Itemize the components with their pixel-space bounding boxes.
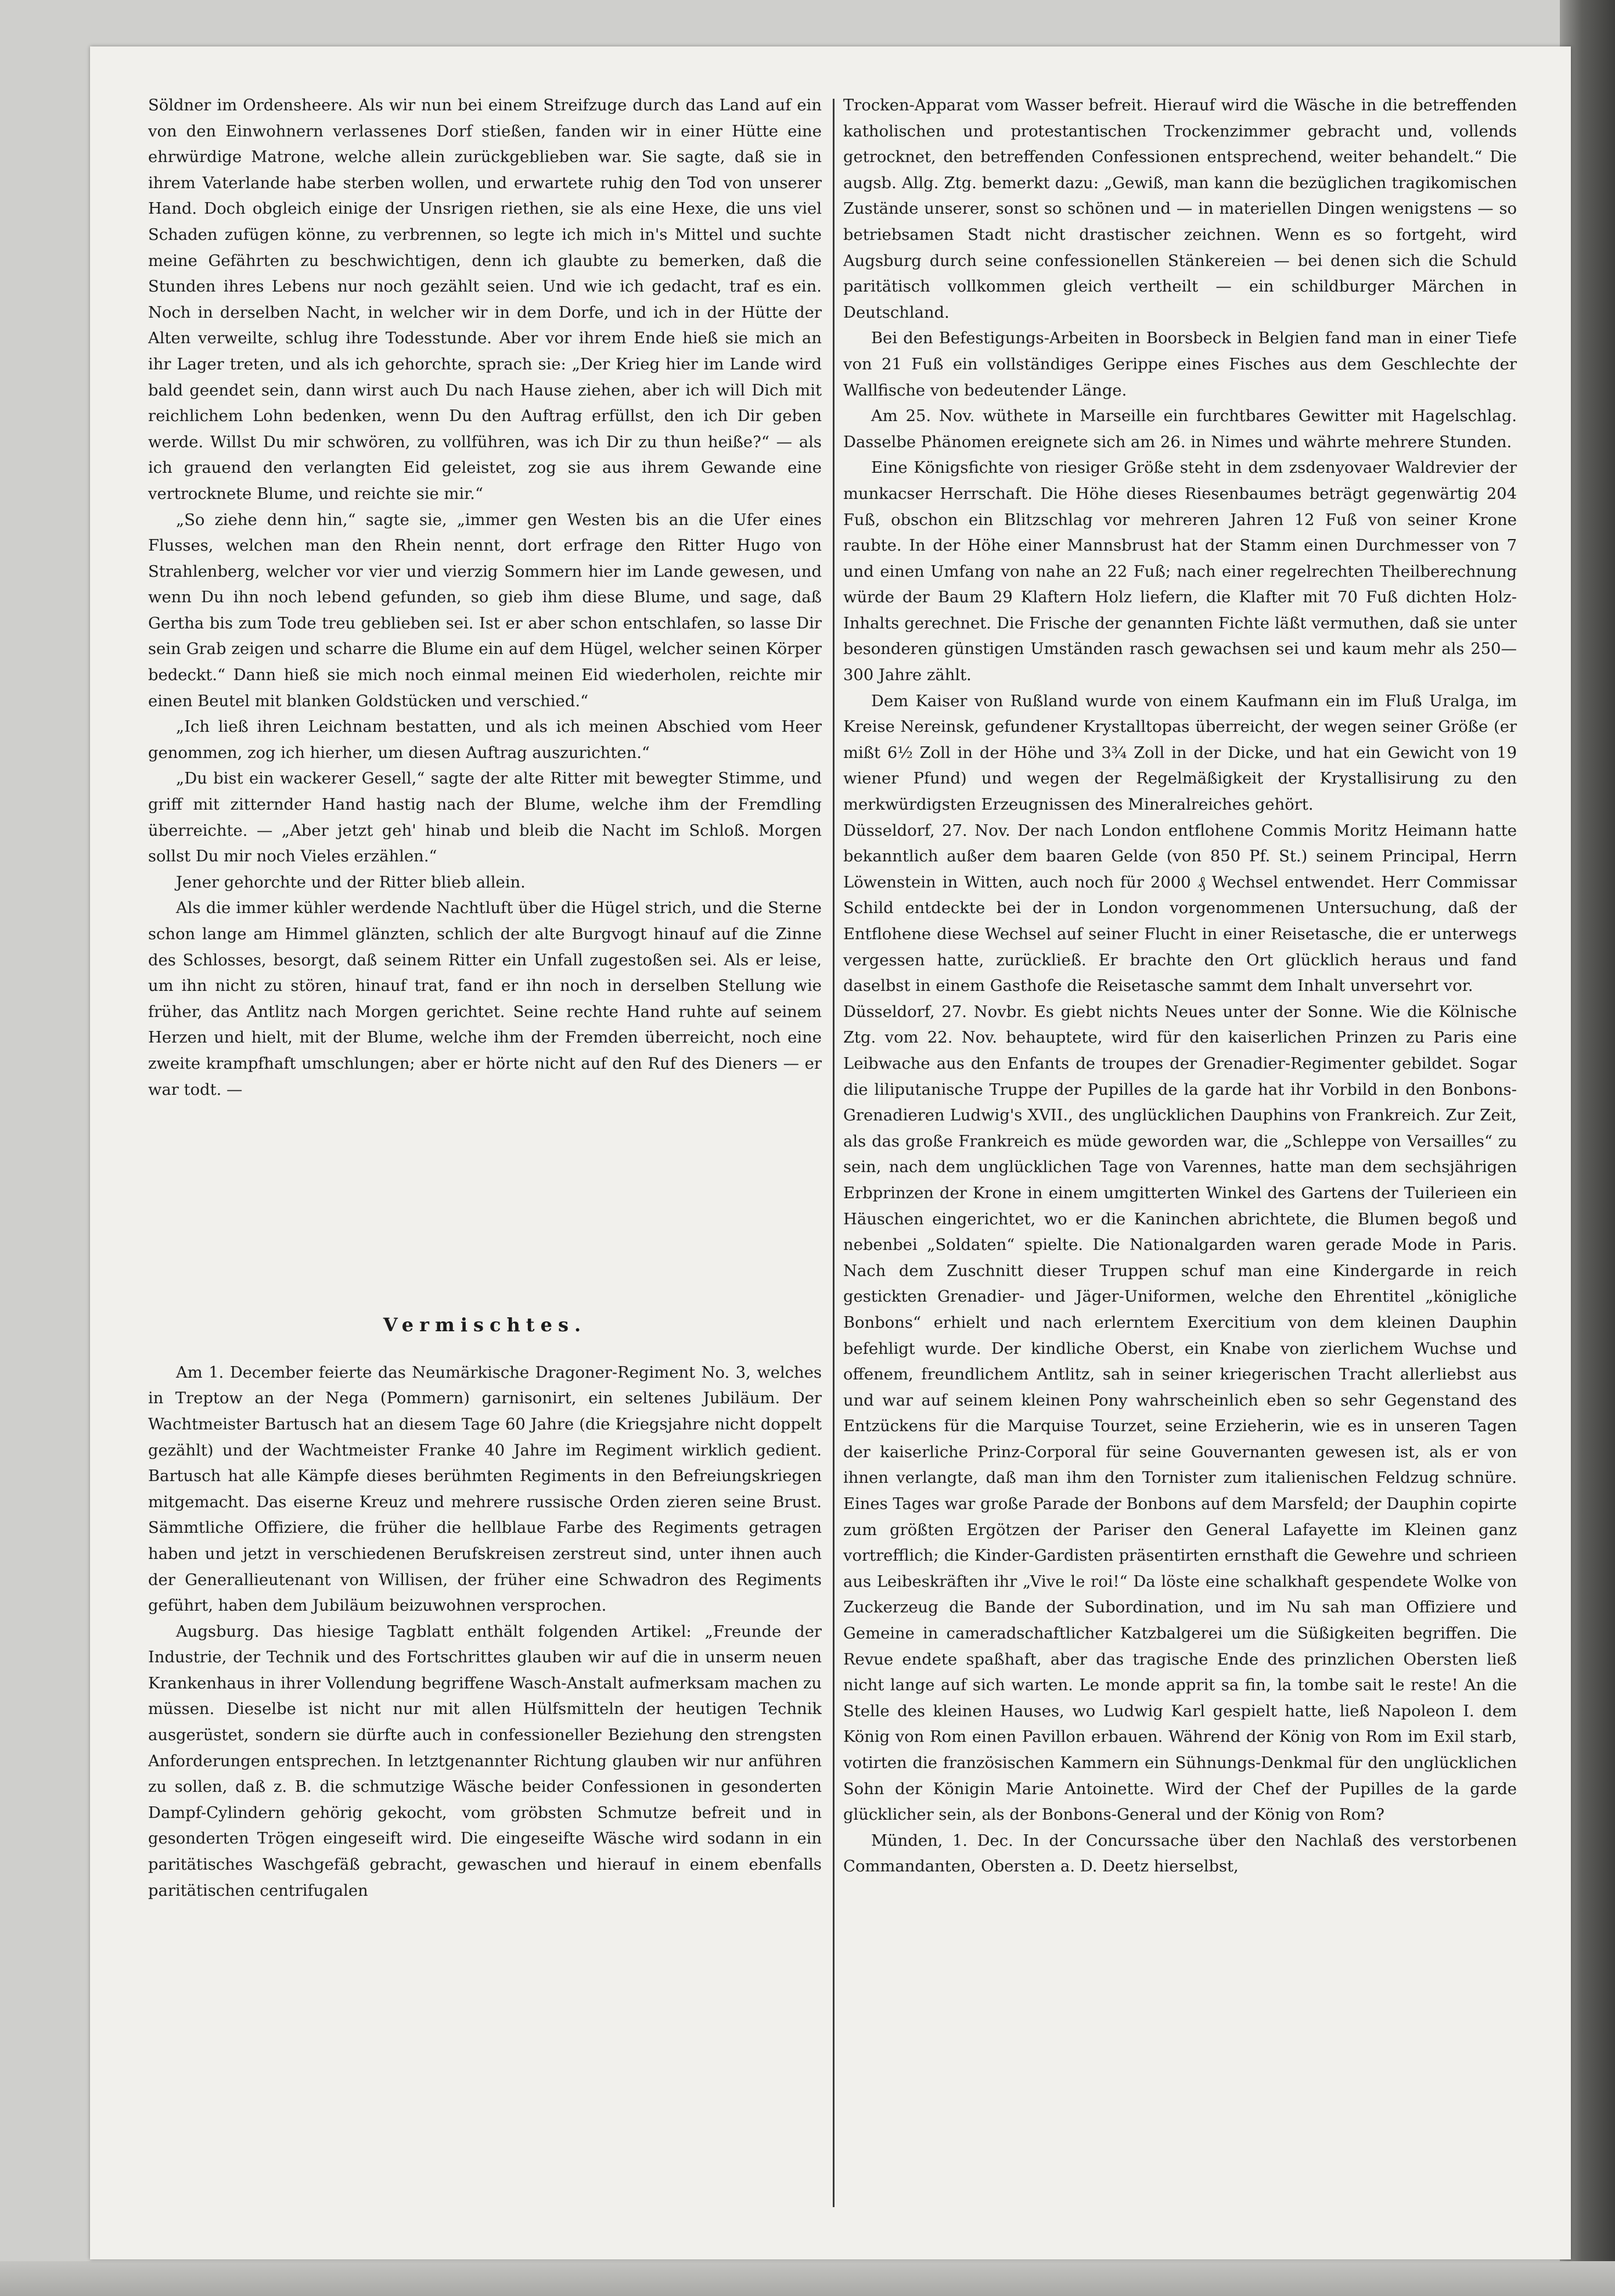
news-paragraph: Eine Königsfichte von riesiger Größe steht in dem zsdenyovaer Waldrevier der munkacser Herrschaft. Die Höhe dieses Riesenbaumes beträgt gegenwärtig 204 Fuß, obschon ein Blitzschlag vor mehreren Jahren 12 Fuß von seiner Krone raubte. In der Höhe einer Mannsbrust hat der Stamm einen Durchmesser von 7 und einen Umfang von nahe an 22 Fuß; nach einer regelrechten Theilberechnung würde der Baum 29 Klaftern Holz liefern, die Klafter mit 70 Fuß dichten Holz-Inhalts gerechnet. Die Frische der genannten Fichte läßt vermuthen, daß sie unter besonderen günstigen Umständen rasch gewachsen sei und kaum mehr als 250—300 Jahre zählt.	[843, 459, 1517, 685]
column-divider	[833, 99, 835, 2207]
news-paragraph: Augsburg. Das hiesige Tagblatt enthält folgenden Artikel: „Freunde der Industrie, der Technik und des Fortschrittes glauben wir auf die in unserm neuen Krankenhaus in ihrer Vollendung begriffene Wasch-Anstalt aufmerksam machen zu müssen. Dieselbe ist nicht nur mit allen Hülfsmitteln der heutigen Technik ausgerüstet, sondern sie dürfte auch in confessioneller Beziehung den strengsten Anforderungen entsprechen. In letztgenannter Richtung glauben wir nur anführen zu sollen, daß z. B. die schmutzige Wäsche beider Confessionen in gesonderten Dampf-Cylindern gehörig gekocht, vom gröbsten Schmutze befreit und in gesonderten Trögen eingeseift wird. Die eingeseifte Wäsche wird sodann in ein paritätisches Waschgefäß gebracht, gewaschen und hierauf in einem ebenfalls paritätischen centrifugalen	[148, 1622, 822, 1900]
story-paragraph: „So ziehe denn hin,“ sagte sie, „immer gen Westen bis an die Ufer eines Flusses, welchen man den Rhein nennt, dort erfrage den Ritter Hugo von Strahlenberg, welcher vor vier und vierzig Sommern hier im Lande gewesen, und wenn Du ihn noch lebend gefunden, so gieb ihm diese Blume, und sage, daß Gertha bis zum Tode treu geblieben sei. Ist er aber schon entschlafen, so lasse Dir sein Grab zeigen und scharre die Blume ein auf dem Hügel, welcher seinen Körper bedeckt.“ Dann hieß sie mich noch einmal meinen Eid wiederholen, reichte mir einen Beutel mit blanken Goldstücken und verschied.“	[148, 511, 822, 710]
news-paragraph: Düsseldorf, 27. Nov. Der nach London entflohene Commis Moritz Heimann hatte bekanntlich außer dem baaren Gelde (von 850 Pf. St.) seinem Principal, Herrn Löwenstein in Witten, auch noch für 2000 ₰ Wechsel entwendet. Herr Commissar Schild entdeckte bei der in London vorgenommenen Untersuchung, daß der Entflohene diese Wechsel auf seiner Flucht in einer Reisetasche, die er unterwegs vergessen hatte, zurückließ. Er brachte den Ort glücklich heraus und fand daselbst in einem Gasthofe die Reisetasche sammt dem Inhalt unversehrt vor.	[843, 821, 1517, 996]
news-paragraph: Am 1. December feierte das Neumärkische Dragoner-Regiment No. 3, welches in Treptow an der Nega (Pommern) garnisonirt, ein seltenes Jubiläum. Der Wachtmeister Bartusch hat an diesem Tage 60 Jahre (die Kriegsjahre nicht doppelt gezählt) und der Wachtmeister Franke 40 Jahre im Regiment wirklich gedient. Bartusch hat alle Kämpfe dieses berühmten Regiments in den Befreiungskriegen mitgemacht. Das eiserne Kreuz und mehrere russische Orden zieren seine Brust. Sämmtliche Offiziere, die früher die hellblaue Farbe des Regiments getragen haben und jetzt in verschiedenen Berufskreisen zerstreut sind, unter ihnen auch der Generallieutenant von Willisen, der früher eine Schwadron des Regiments geführt, haben dem Jubiläum beizuwohnen versprochen.	[148, 1363, 822, 1615]
news-paragraph: Am 25. Nov. wüthete in Marseille ein furchtbares Gewitter mit Hagelschlag. Dasselbe Phänomen ereignete sich am 26. in Nimes und währte mehrere Stunden.	[843, 407, 1517, 451]
scanner-edge-bottom	[0, 2261, 1615, 2296]
story-paragraph: Söldner im Ordensheere. Als wir nun bei einem Streifzuge durch das Land auf ein von den Einwohnern verlassenes Dorf stießen, fanden wir in einer Hütte eine ehrwürdige Matrone, welche allein zurückgeblieben war. Sie sagte, daß sie in ihrem Vaterlande habe sterben wollen, und erwartete ruhig den Tod von unserer Hand. Doch obgleich einige der Unsrigen riethen, sie als eine Hexe, die uns viel Schaden zufügen könne, zu verbrennen, so legte ich mich in's Mittel und suchte meine Gefährten zu beschwichtigen, denn ich glaubte zu bemerken, daß die Stunden ihres Lebens nur noch gezählt seien. Und wie ich gedacht, traf es ein. Noch in derselben Nacht, in welcher wir in dem Dorfe, und ich in der Hütte der Alten verweilte, schlug ihre Todesstunde. Aber vor ihrem Ende hieß sie mich an ihr Lager treten, und als ich gehorchte, sprach sie: „Der Krieg hier im Lande wird bald geendet sein, dann wirst auch Du nach Hause ziehen, aber ich will Dich mit reichlichem Lohn bedenken, wenn Du den Auftrag erfüllst, den ich Dir geben werde. Willst Du mir schwören, zu vollführen, was ich Dir zu thun heiße?“ — als ich grauend den verlangten Eid geleistet, zog sie aus ihrem Gewande eine vertrocknete Blume, und reichte sie mir.“	[148, 96, 822, 503]
story-paragraph: „Ich ließ ihren Leichnam bestatten, und als ich meinen Abschied vom Heer genommen, zog ich hierher, um diesen Auftrag auszurichten.“	[148, 718, 822, 762]
story-paragraph: Als die immer kühler werdende Nachtluft über die Hügel strich, und die Sterne schon lange am Himmel glänzten, schlich der alte Burgvogt hinauf auf die Zinne des Schlosses, besorgt, daß seinem Ritter ein Unfall zugestoßen sei. Als er leise, um ihn nicht zu stören, hinauf trat, fand er ihn noch in derselben Stellung wie früher, das Antlitz nach Morgen gerichtet. Seine rechte Hand ruhte auf seinem Herzen und hielt, mit der Blume, welche ihm der Fremden überreicht, noch eine zweite krampfhaft umschlungen; aber er hörte nicht auf den Ruf des Dieners — er war todt. —	[148, 899, 822, 1099]
news-paragraph: Trocken-Apparat vom Wasser befreit. Hierauf wird die Wäsche in die betreffenden katholischen und protestantischen Trockenzimmer gebracht und, vollends getrocknet, den betreffenden Confessionen entsprechend, weiter behandelt.“ Die augsb. Allg. Ztg. bemerkt dazu: „Gewiß, man kann die bezüglichen tragikomischen Zustände unserer, sonst so schönen und — in materiellen Dingen wenigstens — so betriebsamen Stadt nicht drastischer zeichnen. Wenn es so fortgeht, wird Augsburg durch seine confessionellen Stänkereien — bei denen sich die Schuld paritätisch vollkommen gleich vertheilt — ein schildburger Märchen in Deutschland.	[843, 96, 1517, 322]
news-paragraph: Münden, 1. Dec. In der Concurssache über den Nachlaß des verstorbenen Commandanten, Obersten a. D. Deetz hierselbst,	[843, 1831, 1517, 1876]
newspaper-page	[90, 46, 1571, 2259]
section-heading: Vermischtes.	[383, 1314, 587, 1336]
right-column	[843, 93, 1517, 2219]
news-paragraph: Dem Kaiser von Rußland wurde von einem Kaufmann ein im Fluß Uralga, im Kreise Nereinsk, gefundener Krystalltopas überreicht, der wegen seiner Größe (er mißt 6½ Zoll in der Höhe und 3¾ Zoll in der Dicke, und hat ein Gewicht von 19 wiener Pfund) und wegen der Regelmäßigkeit der Krystallisirung zu den merkwürdigsten Erzeugnissen des Mineralreiches gehört.	[843, 692, 1517, 814]
left-column	[148, 93, 822, 2219]
news-paragraph: Düsseldorf, 27. Novbr. Es giebt nichts Neues unter der Sonne. Wie die Kölnische Ztg. vom 22. Nov. behauptete, wird für den kaiserlichen Prinzen zu Paris eine Leibwache aus den Enfants de troupes der Grenadier-Regimenter gebildet. Sogar die liliputanische Truppe der Pupilles de la garde hat ihr Vorbild in den Bonbons-Grenadieren Ludwig's XVII., des unglücklichen Dauphins von Frankreich. Zur Zeit, als das große Frankreich es müde geworden war, die „Schleppe von Versailles“ zu sein, nach dem unglücklichen Tage von Varennes, hatte man dem sechsjährigen Erbprinzen der Krone in einem umgitterten Winkel des Gartens der Tuilerieen ein Häuschen eingerichtet, wo er die Kaninchen abrichtete, die Blumen begoß und nebenbei „Soldaten“ spielte. Die Nationalgarden waren gerade Mode in Paris. Nach dem Zuschnitt dieser Truppen schuf man eine Kindergarde in reich gestickten Grenadier- und Jäger-Uniformen, welche den Ehrentitel „königliche Bonbons“ erhielt und nach erlerntem Exercitium von dem kleinen Dauphin befehligt wurde. Der kindliche Oberst, ein Knabe von zierlichem Wuchse und offenem, freundlichem Antlitz, sah in seiner kriegerischen Tracht allerliebst aus und war auf seinem kleinen Pony wahrscheinlich eben so sehr Gegenstand des Entzückens für die Marquise Tourzet, seine Erzieherin, wie es in unseren Tagen der kaiserliche Prinz-Corporal für seine Gouvernanten gewesen ist, als er von ihnen verlangte, daß man ihm den Tornister zum italienischen Feldzug schnüre. Eines Tages war große Parade der Bonbons auf dem Marsfeld; der Dauphin copirte zum größten Ergötzen der Pariser den General Lafayette im Kleinen ganz vortrefflich; die Kinder-Gardisten präsentirten ernsthaft die Gewehre und schrieen aus Leibeskräften ihr „Vive le roi!“ Da löste eine schalkhaft gespendete Wolke von Zuckerzeug die Bande der Subordination, und im Nu sah man Offiziere und Gemeine in cameradschaftlicher Katzbalgerei um die Süßigkeiten begriffen. Die Revue endete spaßhaft, aber das tragische Ende des prinzlichen Obersten ließ nicht lange auf sich warten. Le monde apprit sa fin, la tombe sait le reste! An die Stelle des kleinen Hauses, wo Ludwig Karl gespielt hatte, ließ Napoleon I. dem König von Rom einen Pavillon erbauen. Während der König von Rom im Exil starb, votirten die französischen Kammern ein Sühnungs-Denkmal für den unglücklichen Sohn der Königin Marie Antoinette. Wird der Chef der Pupilles de la garde glücklicher sein, als der Bonbons-General und der König von Rom?	[843, 1003, 1517, 1824]
news-paragraph: Bei den Befestigungs-Arbeiten in Boorsbeck in Belgien fand man in einer Tiefe von 21 Fuß ein vollständiges Gerippe eines Fisches aus dem Geschlechte der Wallfische von bedeutender Länge.	[843, 329, 1517, 400]
story-paragraph: Jener gehorchte und der Ritter blieb allein.	[176, 873, 526, 892]
story-paragraph: „Du bist ein wackerer Gesell,“ sagte der alte Ritter mit bewegter Stimme, und griff mit zitternder Hand hastig nach der Blume, welche ihm der Fremdling überreichte. — „Aber jetzt geh' hinab und bleib die Nacht im Schloß. Morgen sollst Du mir noch Vieles erzählen.“	[148, 770, 822, 866]
